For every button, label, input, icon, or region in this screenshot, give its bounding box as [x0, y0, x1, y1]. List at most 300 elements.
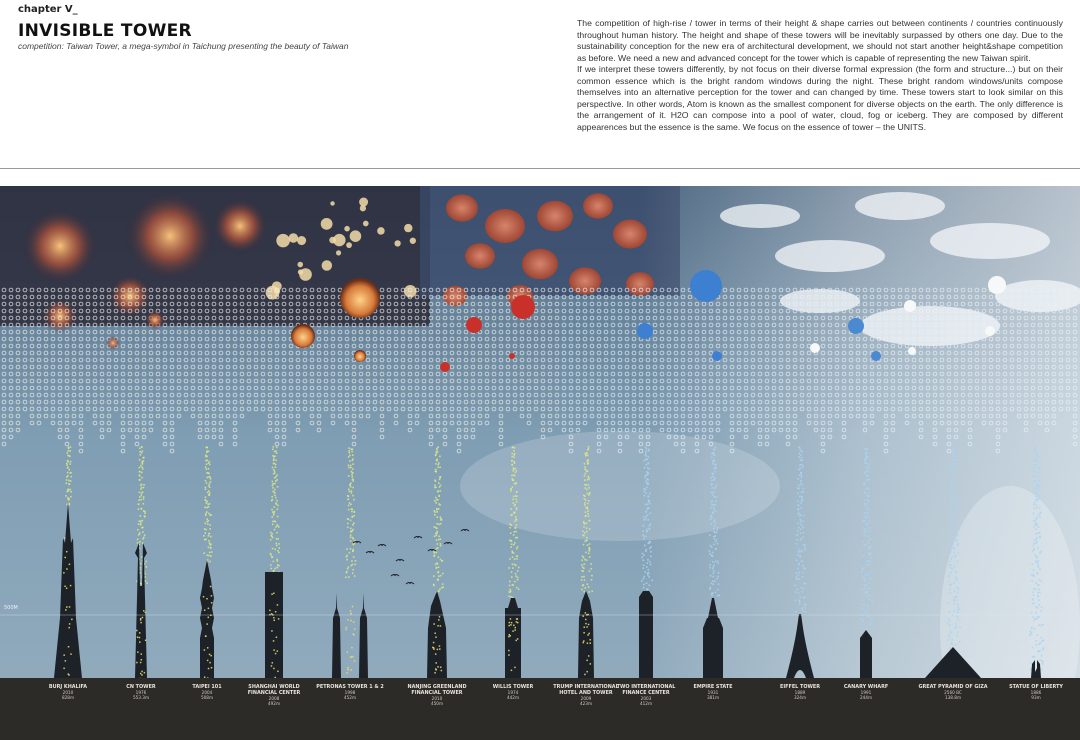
stream-unit — [645, 504, 647, 506]
stream-unit — [646, 562, 648, 564]
stream-unit — [645, 464, 647, 466]
stream-unit — [440, 538, 442, 540]
stream-unit — [586, 452, 588, 454]
sky-lantern — [377, 227, 385, 235]
stream-unit — [204, 539, 206, 541]
stream-unit — [646, 480, 648, 482]
highlight-unit — [848, 318, 864, 334]
stream-unit — [710, 523, 712, 525]
stream-unit — [510, 490, 512, 492]
stream-unit — [1043, 640, 1045, 642]
stream-unit — [801, 525, 803, 527]
stream-unit — [436, 449, 438, 451]
window-unit — [208, 617, 210, 619]
stream-unit — [346, 555, 348, 557]
stream-unit — [953, 582, 955, 584]
stream-unit — [1039, 532, 1041, 534]
window-unit — [347, 651, 349, 653]
stream-unit — [435, 469, 437, 471]
stream-unit — [798, 456, 800, 458]
stream-unit — [950, 541, 952, 543]
highlight-unit — [988, 276, 1006, 294]
stream-unit — [142, 542, 144, 544]
stream-unit — [436, 516, 438, 518]
stream-unit — [648, 468, 650, 470]
stream-unit — [512, 479, 514, 481]
stream-unit — [1036, 618, 1038, 620]
stream-unit — [714, 478, 716, 480]
stream-unit — [436, 532, 438, 534]
stream-unit — [954, 548, 956, 550]
stream-unit — [145, 561, 147, 563]
paragraph-1: The competition of high-rise / tower in terms of their height & shape carries out between continents / countries continuously throughout human history. The height and shape of these towers will be inevitably surpassed by others one day. Due to the sustainability conception for the new era of architectural development, we should not start another height&shape competition as before. We need a new and advanced concept for the tower which is capable of representing the new Taiwan spirit. — [577, 18, 1063, 63]
stream-unit — [951, 643, 953, 645]
stream-unit — [204, 532, 206, 534]
stream-unit — [274, 568, 276, 570]
stream-unit — [795, 611, 797, 613]
stream-unit — [643, 576, 645, 578]
stream-unit — [647, 467, 649, 469]
stream-unit — [956, 579, 958, 581]
stream-unit — [67, 475, 69, 477]
stream-unit — [950, 592, 952, 594]
stream-unit — [275, 466, 277, 468]
stream-unit — [433, 555, 435, 557]
stream-unit — [866, 560, 868, 562]
stream-unit — [1038, 514, 1040, 516]
stream-unit — [868, 509, 870, 511]
sky-lantern — [330, 201, 334, 205]
stream-unit — [648, 585, 650, 587]
stream-unit — [70, 461, 72, 463]
stream-unit — [349, 502, 351, 504]
stream-unit — [715, 561, 717, 563]
stream-unit — [1034, 475, 1036, 477]
stream-unit — [951, 487, 953, 489]
stream-unit — [209, 483, 211, 485]
stream-unit — [647, 504, 649, 506]
stream-unit — [205, 496, 207, 498]
stream-unit — [864, 528, 866, 530]
stream-unit — [208, 490, 210, 492]
stream-unit — [1033, 520, 1035, 522]
stream-unit — [271, 496, 273, 498]
stream-unit — [352, 487, 354, 489]
stream-unit — [209, 542, 211, 544]
stream-unit — [439, 588, 441, 590]
stream-unit — [514, 512, 516, 514]
stream-unit — [646, 508, 648, 510]
stream-unit — [438, 556, 440, 558]
stream-unit — [952, 495, 954, 497]
stream-unit — [867, 574, 869, 576]
body-text — [577, 18, 1063, 133]
stream-unit — [209, 486, 211, 488]
stream-unit — [714, 468, 716, 470]
stream-unit — [796, 572, 798, 574]
stream-unit — [275, 526, 277, 528]
stream-unit — [584, 479, 586, 481]
stream-unit — [712, 476, 714, 478]
paper-lantern — [613, 220, 647, 249]
stream-unit — [273, 469, 275, 471]
stream-unit — [516, 496, 518, 498]
stream-unit — [717, 543, 719, 545]
stream-unit — [587, 463, 589, 465]
stream-unit — [348, 488, 350, 490]
stream-unit — [869, 599, 871, 601]
stream-unit — [204, 499, 206, 501]
stream-unit — [955, 504, 957, 506]
stream-unit — [643, 519, 645, 521]
stream-unit — [350, 486, 352, 488]
sky-lantern — [329, 237, 336, 244]
stream-unit — [208, 506, 210, 508]
stream-unit — [798, 527, 800, 529]
stream-unit — [714, 491, 716, 493]
stream-unit — [434, 500, 436, 502]
sky-lantern — [336, 250, 341, 255]
stream-unit — [140, 522, 142, 524]
stream-unit — [867, 475, 869, 477]
stream-unit — [952, 523, 954, 525]
stream-unit — [956, 535, 958, 537]
stream-unit — [584, 466, 586, 468]
stream-unit — [1035, 520, 1037, 522]
stream-unit — [717, 595, 719, 597]
stream-unit — [348, 465, 350, 467]
stream-unit — [511, 464, 513, 466]
stream-unit — [868, 500, 870, 502]
stream-unit — [69, 455, 71, 457]
stream-unit — [142, 463, 144, 465]
stream-unit — [437, 543, 439, 545]
paper-lantern — [569, 267, 601, 294]
stream-unit — [588, 591, 590, 593]
stream-unit — [957, 609, 959, 611]
window-unit — [275, 611, 277, 613]
stream-unit — [951, 491, 953, 493]
stream-unit — [144, 515, 146, 517]
stream-unit — [350, 536, 352, 538]
window-unit — [434, 633, 436, 635]
highlight-unit — [340, 278, 380, 318]
sky-lantern — [321, 218, 333, 230]
stream-unit — [436, 508, 438, 510]
stream-unit — [866, 564, 868, 566]
stream-unit — [802, 576, 804, 578]
stream-unit — [1039, 517, 1041, 519]
sky-lantern — [359, 198, 368, 207]
stream-unit — [210, 555, 212, 557]
highlight-unit — [354, 350, 366, 362]
stream-unit — [801, 457, 803, 459]
stream-unit — [145, 566, 147, 568]
stream-unit — [516, 501, 518, 503]
stream-unit — [1036, 499, 1038, 501]
window-unit — [272, 662, 274, 664]
stream-unit — [647, 589, 649, 591]
stream-unit — [950, 631, 952, 633]
stream-unit — [799, 549, 801, 551]
stream-unit — [272, 487, 274, 489]
window-unit — [278, 618, 280, 620]
stream-unit — [1033, 543, 1035, 545]
stream-unit — [143, 537, 145, 539]
stream-unit — [644, 495, 646, 497]
stream-unit — [70, 476, 72, 478]
stream-unit — [715, 511, 717, 513]
stream-unit — [1034, 487, 1036, 489]
stream-unit — [714, 449, 716, 451]
stream-unit — [711, 504, 713, 506]
window-unit — [141, 659, 143, 661]
stream-unit — [713, 544, 715, 546]
paper-lantern — [522, 249, 558, 280]
stream-unit — [952, 482, 954, 484]
window-unit — [277, 671, 279, 673]
stream-unit — [869, 595, 871, 597]
stream-unit — [587, 484, 589, 486]
stream-unit — [437, 499, 439, 501]
stream-unit — [863, 605, 865, 607]
stream-unit — [647, 507, 649, 509]
stream-unit — [1030, 630, 1032, 632]
stream-unit — [947, 603, 949, 605]
stream-unit — [583, 568, 585, 570]
stream-unit — [649, 503, 651, 505]
stream-unit — [137, 539, 139, 541]
stream-unit — [802, 572, 804, 574]
stream-unit — [803, 567, 805, 569]
stream-unit — [351, 492, 353, 494]
stream-unit — [438, 508, 440, 510]
stream-unit — [870, 553, 872, 555]
stream-unit — [955, 596, 957, 598]
paper-lantern — [583, 193, 613, 219]
stream-unit — [352, 550, 354, 552]
window-unit — [345, 629, 347, 631]
stream-unit — [869, 615, 871, 617]
stream-unit — [715, 548, 717, 550]
stream-unit — [1042, 624, 1044, 626]
stream-unit — [351, 508, 353, 510]
stream-unit — [350, 465, 352, 467]
stream-unit — [647, 483, 649, 485]
stream-unit — [870, 572, 872, 574]
stream-unit — [1035, 582, 1037, 584]
stream-unit — [276, 532, 278, 534]
stream-unit — [798, 513, 800, 515]
stream-unit — [955, 495, 957, 497]
stream-unit — [434, 510, 436, 512]
stream-unit — [709, 588, 711, 590]
window-unit — [141, 674, 143, 676]
stream-unit — [140, 488, 142, 490]
stream-unit — [141, 493, 143, 495]
stream-unit — [862, 603, 864, 605]
stream-unit — [648, 572, 650, 574]
stream-unit — [434, 487, 436, 489]
stream-unit — [509, 581, 511, 583]
stream-unit — [276, 538, 278, 540]
stream-unit — [584, 463, 586, 465]
stream-unit — [642, 553, 644, 555]
stream-unit — [511, 453, 513, 455]
stream-unit — [585, 511, 587, 513]
stream-unit — [798, 592, 800, 594]
stream-unit — [436, 511, 438, 513]
stream-unit — [799, 464, 801, 466]
stream-unit — [139, 474, 141, 476]
stream-unit — [207, 472, 209, 474]
stream-unit — [861, 571, 863, 573]
stream-unit — [957, 611, 959, 613]
stream-unit — [868, 588, 870, 590]
stream-unit — [433, 575, 435, 577]
stream-unit — [643, 587, 645, 589]
stream-unit — [438, 464, 440, 466]
stream-unit — [1030, 669, 1032, 671]
stream-unit — [797, 589, 799, 591]
stream-unit — [272, 521, 274, 523]
stream-unit — [1039, 659, 1041, 661]
stream-unit — [864, 462, 866, 464]
stream-unit — [802, 591, 804, 593]
stream-unit — [512, 470, 514, 472]
stream-unit — [349, 460, 351, 462]
stream-unit — [208, 476, 210, 478]
stream-unit — [799, 601, 801, 603]
stream-unit — [67, 472, 69, 474]
stream-unit — [274, 451, 276, 453]
stream-unit — [804, 604, 806, 606]
stream-unit — [273, 570, 275, 572]
stream-unit — [440, 518, 442, 520]
stream-unit — [143, 496, 145, 498]
stream-unit — [955, 536, 957, 538]
stream-unit — [514, 462, 516, 464]
stream-unit — [870, 622, 872, 624]
stream-unit — [208, 451, 210, 453]
stream-unit — [870, 546, 872, 548]
stream-unit — [647, 479, 649, 481]
stream-unit — [957, 520, 959, 522]
stream-unit — [352, 468, 354, 470]
stream-unit — [643, 536, 645, 538]
paper-lantern — [485, 209, 525, 243]
stream-unit — [712, 513, 714, 515]
stream-unit — [646, 487, 648, 489]
stream-unit — [438, 482, 440, 484]
stream-unit — [346, 548, 348, 550]
stream-unit — [645, 536, 647, 538]
stream-unit — [803, 588, 805, 590]
stream-unit — [711, 583, 713, 585]
stream-unit — [582, 555, 584, 557]
stream-unit — [143, 503, 145, 505]
stream-unit — [68, 489, 70, 491]
stream-unit — [1041, 580, 1043, 582]
stream-unit — [1037, 584, 1039, 586]
stream-unit — [583, 522, 585, 524]
stream-unit — [1038, 472, 1040, 474]
stream-unit — [436, 552, 438, 554]
stream-unit — [954, 532, 956, 534]
stream-unit — [349, 452, 351, 454]
window-unit — [211, 602, 213, 604]
stream-unit — [515, 537, 517, 539]
window-unit — [141, 671, 143, 673]
window-unit — [350, 656, 352, 658]
stream-unit — [516, 491, 518, 493]
stream-unit — [277, 505, 279, 507]
stream-unit — [141, 446, 143, 448]
stream-unit — [434, 485, 436, 487]
stream-unit — [69, 483, 71, 485]
stream-unit — [714, 487, 716, 489]
stream-unit — [516, 548, 518, 550]
stream-unit — [347, 523, 349, 525]
stream-unit — [207, 501, 209, 503]
stream-unit — [800, 454, 802, 456]
stream-unit — [1038, 617, 1040, 619]
stream-unit — [66, 479, 68, 481]
stream-unit — [353, 511, 355, 513]
stream-unit — [272, 548, 274, 550]
stream-unit — [442, 573, 444, 575]
stream-unit — [953, 611, 955, 613]
stream-unit — [516, 587, 518, 589]
stream-unit — [440, 545, 442, 547]
stream-unit — [436, 531, 438, 533]
stream-unit — [868, 515, 870, 517]
stream-unit — [798, 469, 800, 471]
stream-unit — [138, 534, 140, 536]
stream-unit — [271, 536, 273, 538]
window-unit — [276, 637, 278, 639]
window-unit — [140, 662, 142, 664]
stream-unit — [1038, 489, 1040, 491]
stream-unit — [712, 555, 714, 557]
stream-unit — [1034, 508, 1036, 510]
stream-unit — [869, 531, 871, 533]
stream-unit — [207, 523, 209, 525]
stream-unit — [950, 551, 952, 553]
stream-unit — [798, 447, 800, 449]
stream-unit — [207, 460, 209, 462]
stream-unit — [353, 522, 355, 524]
stream-unit — [864, 578, 866, 580]
stream-unit — [515, 565, 517, 567]
divider — [0, 168, 1080, 169]
stream-unit — [438, 566, 440, 568]
stream-unit — [272, 483, 274, 485]
stream-unit — [209, 561, 211, 563]
stream-unit — [351, 531, 353, 533]
stream-unit — [272, 446, 274, 448]
stream-unit — [799, 555, 801, 557]
window-unit — [206, 623, 208, 625]
stream-unit — [436, 523, 438, 525]
window-unit — [347, 667, 349, 669]
stream-unit — [717, 560, 719, 562]
stream-unit — [1037, 616, 1039, 618]
stream-unit — [645, 454, 647, 456]
tower-silhouette — [265, 572, 283, 678]
stream-unit — [514, 475, 516, 477]
stream-unit — [797, 530, 799, 532]
